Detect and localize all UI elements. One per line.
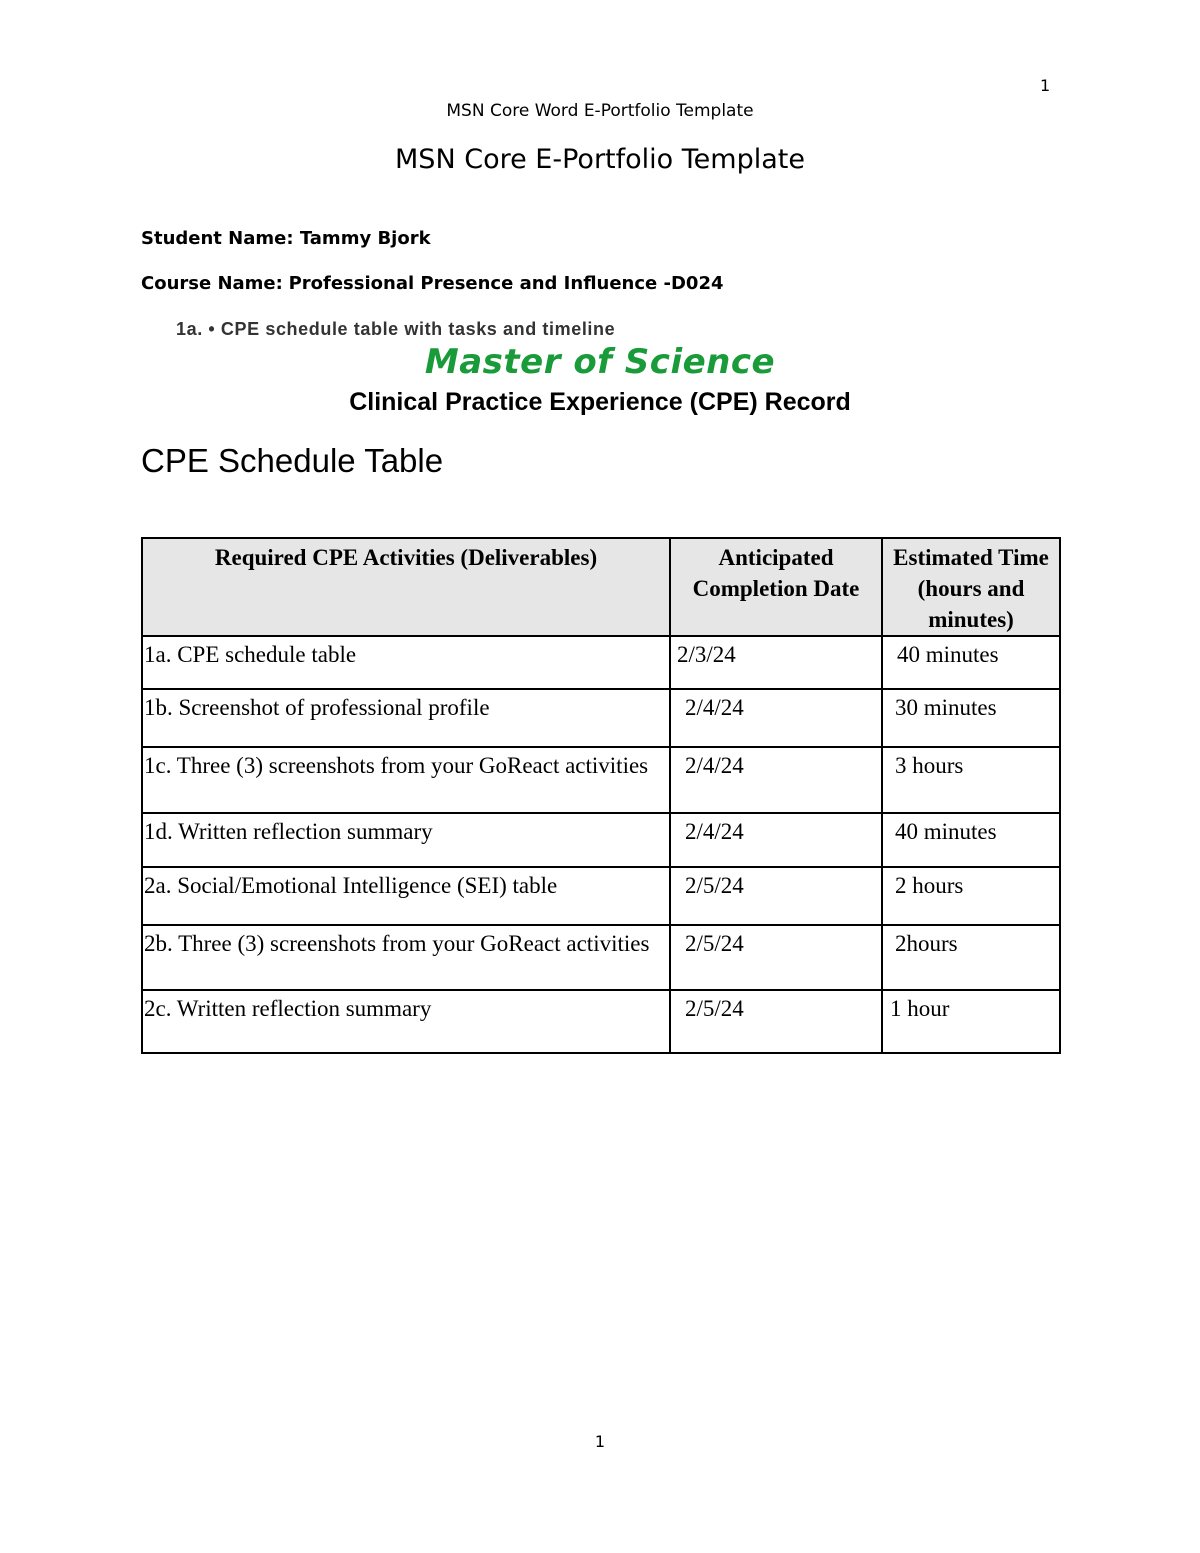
document-title: MSN Core E-Portfolio Template bbox=[395, 144, 805, 175]
student-name-line bbox=[141, 228, 431, 249]
table-row bbox=[142, 990, 1060, 1053]
time-cell: 3 hours bbox=[882, 747, 1060, 813]
student-name-label: Student Name: bbox=[141, 228, 294, 249]
course-name-line bbox=[141, 273, 724, 294]
section-item-1a: 1a. • CPE schedule table with tasks and timeline bbox=[176, 319, 616, 339]
program-title: Master of Science bbox=[424, 342, 776, 382]
page-number-bottom: 1 bbox=[594, 1432, 606, 1451]
running-header: MSN Core Word E-Portfolio Template bbox=[446, 101, 754, 121]
time-cell: 40 minutes bbox=[882, 813, 1060, 867]
date-cell: 2/5/24 bbox=[670, 990, 882, 1053]
record-title: Clinical Practice Experience (CPE) Record bbox=[349, 388, 851, 416]
activity-cell: 1d. Written reflection summary bbox=[142, 813, 670, 867]
cpe-schedule-table bbox=[141, 537, 1061, 1054]
table-row bbox=[142, 747, 1060, 813]
time-cell: 40 minutes bbox=[882, 636, 1060, 689]
student-name-value: Tammy Bjork bbox=[299, 228, 431, 249]
header-estimated-time: Estimated Time (hours and minutes) bbox=[882, 538, 1060, 636]
date-cell: 2/5/24 bbox=[670, 925, 882, 990]
table-row bbox=[142, 813, 1060, 867]
table-heading: CPE Schedule Table bbox=[141, 442, 444, 479]
table-row bbox=[142, 689, 1060, 747]
time-cell: 2hours bbox=[882, 925, 1060, 990]
table-row bbox=[142, 636, 1060, 689]
activity-cell: 1a. CPE schedule table bbox=[142, 636, 670, 689]
course-name-label: Course Name: bbox=[141, 273, 283, 294]
header-completion-date: Anticipated Completion Date bbox=[670, 538, 882, 636]
time-cell: 2 hours bbox=[882, 867, 1060, 925]
table-row bbox=[142, 867, 1060, 925]
date-cell: 2/3/24 bbox=[670, 636, 882, 689]
time-cell: 30 minutes bbox=[882, 689, 1060, 747]
time-cell: 1 hour bbox=[882, 990, 1060, 1053]
date-cell: 2/4/24 bbox=[670, 813, 882, 867]
activity-cell: 2a. Social/Emotional Intelligence (SEI) table bbox=[142, 867, 670, 925]
date-cell: 2/4/24 bbox=[670, 689, 882, 747]
table-header-row bbox=[142, 538, 1060, 636]
table-row bbox=[142, 925, 1060, 990]
header-activities: Required CPE Activities (Deliverables) bbox=[142, 538, 670, 636]
page-number-top: 1 bbox=[1040, 76, 1051, 95]
date-cell: 2/4/24 bbox=[670, 747, 882, 813]
course-name-value: Professional Presence and Influence -D024 bbox=[288, 273, 724, 294]
activity-cell: 2c. Written reflection summary bbox=[142, 990, 670, 1053]
activity-cell: 1b. Screenshot of professional profile bbox=[142, 689, 670, 747]
activity-cell: 1c. Three (3) screenshots from your GoReact activities bbox=[142, 747, 670, 813]
date-cell: 2/5/24 bbox=[670, 867, 882, 925]
activity-cell: 2b. Three (3) screenshots from your GoReact activities bbox=[142, 925, 670, 990]
